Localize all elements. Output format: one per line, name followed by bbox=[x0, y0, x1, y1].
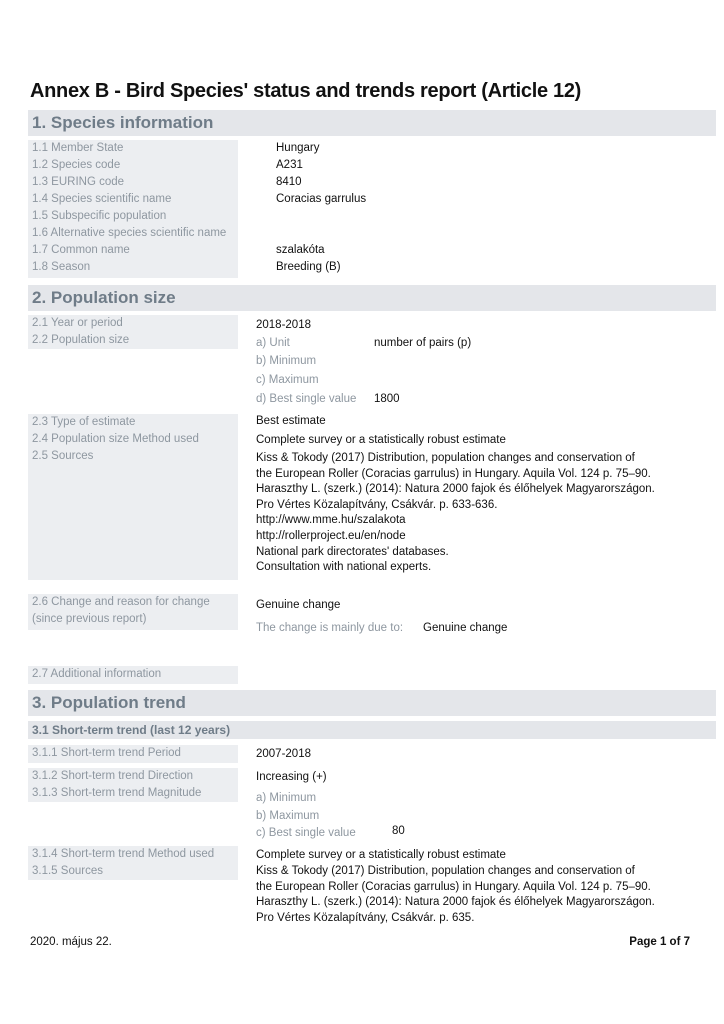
section-population-trend: 3. Population trend bbox=[28, 690, 716, 716]
alternative-name-label: 1.6 Alternative species scientific name bbox=[32, 227, 227, 239]
short-term-method-sources-label-block bbox=[28, 846, 238, 880]
year-size-label-block bbox=[28, 315, 238, 349]
short-term-sources bbox=[256, 864, 696, 926]
source-line: Consultation with national experts. bbox=[256, 561, 432, 574]
short-term-direction-label: 3.1.2 Short-term trend Direction bbox=[32, 770, 194, 782]
season-label: 1.8 Season bbox=[32, 261, 91, 273]
short-term-minimum-label: a) Minimum bbox=[256, 792, 317, 804]
source-line: the European Roller (Coracias garrulus) in Hungary. Aquila Vol. 124 p. 75–90. bbox=[256, 467, 651, 480]
member-state-value: Hungary bbox=[276, 142, 320, 154]
page-title: Annex B - Bird Species' status and trends report (Article 12) bbox=[30, 80, 582, 102]
euring-code-value: 8410 bbox=[276, 176, 302, 188]
subspecific-population-value bbox=[276, 208, 366, 225]
species-info-values bbox=[276, 140, 366, 276]
unit-value: number of pairs (p) bbox=[374, 337, 472, 349]
type-of-estimate-value: Best estimate bbox=[256, 415, 326, 427]
short-term-magnitude-label: 3.1.3 Short-term trend Magnitude bbox=[32, 787, 202, 799]
scientific-name-value: Coracias garrulus bbox=[276, 193, 367, 205]
section-species-information: 1. Species information bbox=[28, 110, 716, 136]
type-of-estimate-label: 2.3 Type of estimate bbox=[32, 416, 136, 428]
footer-date: 2020. május 22. bbox=[30, 936, 112, 948]
year-period-value: 2018-2018 bbox=[256, 319, 311, 331]
euring-code-label: 1.3 EURING code bbox=[32, 176, 125, 188]
species-code-label: 1.2 Species code bbox=[32, 159, 121, 171]
footer-page-number: Page 1 of 7 bbox=[629, 936, 690, 948]
change-reason-value: Genuine change bbox=[256, 599, 341, 611]
year-period-label: 2.1 Year or period bbox=[32, 317, 123, 329]
best-single-value-label: d) Best single value bbox=[256, 393, 357, 405]
sources-label-fill bbox=[28, 466, 238, 580]
source-line: Kiss & Tokody (2017) Distribution, population changes and conservation of bbox=[256, 452, 635, 464]
species-code-value: A231 bbox=[276, 159, 303, 171]
short-term-maximum-label: b) Maximum bbox=[256, 810, 320, 822]
common-name-label: 1.7 Common name bbox=[32, 244, 130, 256]
unit-label: a) Unit bbox=[256, 337, 290, 349]
short-term-method-value: Complete survey or a statistically robust estimate bbox=[256, 849, 506, 861]
source-line: the European Roller (Coracias garrulus) in Hungary. Aquila Vol. 124 p. 75–90. bbox=[256, 880, 651, 893]
short-term-direction-value: Increasing (+) bbox=[256, 771, 327, 783]
short-term-best-label: c) Best single value bbox=[256, 827, 356, 839]
short-term-period-label: 3.1.1 Short-term trend Period bbox=[28, 745, 238, 763]
since-previous-report-label: (since previous report) bbox=[32, 613, 147, 625]
minimum-label: b) Minimum bbox=[256, 355, 317, 367]
population-size-label: 2.2 Population size bbox=[32, 334, 130, 346]
source-line: Pro Vértes Közalapítvány, Csákvár. p. 633-636. bbox=[256, 498, 498, 511]
change-reason-label: 2.6 Change and reason for change bbox=[32, 596, 210, 608]
common-name-value: szalakóta bbox=[276, 244, 325, 256]
population-sources bbox=[256, 451, 696, 576]
short-term-period-value: 2007-2018 bbox=[256, 748, 311, 760]
species-info-label-column bbox=[28, 140, 238, 278]
alternative-name-value bbox=[276, 225, 366, 242]
short-term-best-value: 80 bbox=[392, 825, 405, 837]
subspecific-population-label: 1.5 Subspecific population bbox=[32, 210, 167, 222]
subsection-short-term-trend: 3.1 Short-term trend (last 12 years) bbox=[28, 721, 716, 739]
maximum-label: c) Maximum bbox=[256, 374, 319, 386]
source-line: Haraszthy L. (szerk.) (2014): Natura 2000 fajok és élőhelyek Magyarországon. bbox=[256, 483, 655, 496]
change-due-value: Genuine change bbox=[423, 622, 508, 634]
source-line: Kiss & Tokody (2017) Distribution, population changes and conservation of bbox=[256, 865, 635, 877]
source-line: Haraszthy L. (szerk.) (2014): Natura 2000 fajok és élőhelyek Magyarországon. bbox=[256, 896, 655, 909]
source-link[interactable]: http://rollerproject.eu/en/node bbox=[256, 529, 406, 542]
best-single-value: 1800 bbox=[374, 393, 400, 405]
method-used-label: 2.4 Population size Method used bbox=[32, 433, 199, 445]
direction-magnitude-label-block bbox=[28, 768, 238, 802]
scientific-name-label: 1.4 Species scientific name bbox=[32, 193, 172, 205]
short-term-sources-label: 3.1.5 Sources bbox=[32, 865, 103, 877]
estimate-method-label-block bbox=[28, 414, 238, 466]
season-value: Breeding (B) bbox=[276, 261, 341, 273]
change-due-label: The change is mainly due to: bbox=[256, 622, 404, 634]
short-term-method-label: 3.1.4 Short-term trend Method used bbox=[32, 848, 215, 860]
change-reason-label-block bbox=[28, 594, 238, 630]
source-link[interactable]: http://www.mme.hu/szalakota bbox=[256, 514, 406, 527]
member-state-label: 1.1 Member State bbox=[32, 142, 124, 154]
additional-information-label: 2.7 Additional information bbox=[28, 666, 238, 684]
section-population-size: 2. Population size bbox=[28, 285, 716, 311]
method-used-value: Complete survey or a statistically robust estimate bbox=[256, 434, 506, 446]
source-line: National park directorates' databases. bbox=[256, 545, 449, 558]
sources-label: 2.5 Sources bbox=[32, 450, 94, 462]
source-line: Pro Vértes Közalapítvány, Csákvár. p. 635. bbox=[256, 911, 475, 924]
